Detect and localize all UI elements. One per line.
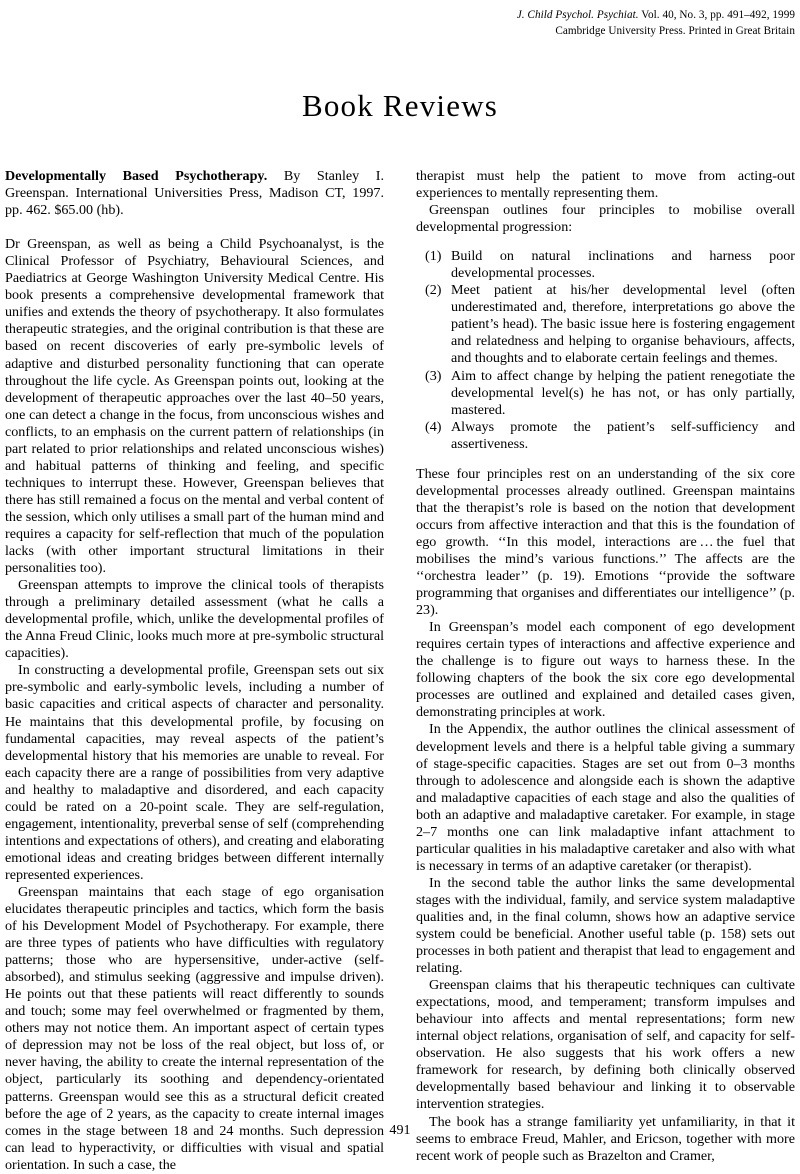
principle-number: (4) [425,418,442,435]
page-title: Book Reviews [301,88,499,123]
book-citation-title: Developmentally Based Psychotherapy. [5,168,268,184]
left-paragraph: In constructing a developmental profile, Greenspan sets out six pre-symbolic and early-symbolic levels, including a number of basic capacities and critical aspects of character and personality. He maintains that this developmental profile, by focusing on fundamental capacities, may reveal aspects of the patient’s developmental history that his memories are unable to reveal. For each capacity there are a range of possibilities from very adaptive and healthy to maladaptive and disordered, and each capacity could be rated on a 20-point scale. They are self-regulation, engagement, intentionality, preverbal sense of self (comprehending intentions and expectations of others), and creating and elaborating emotional ideas and creating bridges between different internally represented experiences. [5,662,384,883]
running-head [0,8,800,39]
principle-text: Aim to affect change by helping the patient renegotiate the developmental level(s) he has not, or has only partially, mastered. [451,367,795,418]
right-paragraph: Greenspan outlines four principles to mobilise overall developmental progression: [416,202,795,236]
paragraph-spacer [5,219,384,236]
running-head-line-1 [0,8,795,24]
right-paragraph: The book has a strange familiarity yet unfamiliarity, in that it seems to embrace Freud, Mahler, and Ericson, together with more recent work of people such as Brazelton and Cramer, [416,1113,795,1164]
right-paragraph: In the Appendix, the author outlines the clinical assessment of development levels and there is a helpful table giving a summary of stage-specific capacities. Stages are set out from 0–3 months through to adolescence and alongside each is shown the adaptive and maladaptive capacities of each stage and also the qualities of both an adaptive and maladaptive caretaker. For example, in stage 2–7 months one can link maladaptive infant attachment to particular qualities in his maladaptive caretaker and also with what is necessary in terms of an adaptive caretaker (or therapist). [416,721,795,874]
principle-text: Always promote the patient’s self-sufficiency and assertiveness. [451,418,795,452]
principle-item [416,248,795,282]
principle-number: (1) [425,248,442,265]
principle-text: Meet patient at his/her developmental level (often underestimated and, therefore, interpretations go above the patient’s head). The basic issue here is fostering engagement and relatedness and helping to organise behaviours, affects, and thoughts and to elaborate certain feelings and themes. [451,282,795,367]
book-citation [5,168,384,219]
right-column [416,168,795,1165]
principle-number: (3) [425,367,442,384]
page-number: 491 [389,1122,411,1138]
left-paragraph: Greenspan attempts to improve the clinical tools of therapists through a preliminary detailed assessment (what he calls a developmental profile, which, unlike the developmental profiles of the Anna Freud Clinic, looks much more at pre-symbolic structural capacities). [5,577,384,662]
right-paragraph: Greenspan claims that his therapeutic techniques can cultivate expectations, mood, and temperament; transform impulses and behaviour into affects and mental representations; form new internal object relations, organisation of self, and capacity for self-observation. He also suggests that his work offers a new framework for research, by defining both clinically observed developmentally based behaviour and linking it to observable intervention strategies. [416,977,795,1113]
right-paragraph: These four principles rest on an understanding of the six core developmental processes already outlined. Greenspan maintains that the therapist’s role is based on the notion that development occurs from affective interaction and that this is the foundation of ego growth. ‘‘In this model, interactions are … the fuel that mobilises the mind’s various functions.’’ The affects are the ‘‘orchestra leader’’ (p. 19). Emotions ‘‘provide the software programming that organises and differentiates our intelligence’’ (p. 23). [416,465,795,619]
book-citation-details: By Stanley I. Greenspan. International Universities Press, Madison CT, 1997. pp. 462. $65.00 (hb). [5,168,384,219]
left-column [5,168,384,1174]
principle-item [416,282,795,367]
right-paragraph: In Greenspan’s model each component of ego development requires certain types of interactions and affective experience and the challenge is to figure out ways to harness these. In the following chapters of the book the six core ego developmental processes are outlined and explained and detailed cases given, demonstrating principles at work. [416,619,795,721]
journal-name: J. Child Psychol. Psychiat. [516,9,639,21]
principles-list [416,248,795,453]
left-paragraph: Dr Greenspan, as well as being a Child Psychoanalyst, is the Clinical Professor of Psychiatry, Behavioural Sciences, and Paediatrics at George Washington University Medical Centre. His book presents a comprehensive developmental framework that unifies and extends the theory of psychotherapy. It also formulates therapeutic strategies, and the original contribution is that these are based on recent discoveries of early pre-symbolic levels of adaptive and disturbed personality functioning that can operate throughout the life cycle. As Greenspan points out, looking at the development of therapeutic approaches over the last 40–50 years, one can detect a change in the focus, from unconscious wishes and conflicts, to an emphasis on the current pattern of relationships (in part related to prior relationships and related unconscious wishes) and habitual patterns of thinking and feeling, and specific techniques to interrupt these. However, Greenspan believes that there has still remained a focus on the mental and verbal content of the session, which only utilises a small part of the human mind and requires a capacity for self-reflection that much of the population lacks (with other important structural limitations in their personalities too). [5,236,384,577]
principle-number: (2) [425,282,442,299]
principle-text: Build on natural inclinations and harness poor developmental processes. [451,248,795,282]
principle-item [416,419,795,453]
journal-issue-info: Vol. 40, No. 3, pp. 491–492, 1999 [638,9,795,21]
running-head-line-2: Cambridge University Press. Printed in Great Britain [555,24,795,37]
right-paragraph: In the second table the author links the same developmental stages with the individual, family, and service system maladaptive qualities and, in the final column, shows how an adaptive service system could be beneficial. Another useful table (p. 158) sets out processes in both patient and therapist that lead to engagement and relating. [416,874,795,977]
principle-item [416,368,795,419]
right-paragraph: therapist must help the patient to move from acting-out experiences to mentally representing them. [416,168,795,202]
left-paragraph: Greenspan maintains that each stage of ego organisation elucidates therapeutic principles and tactics, which form the basis of his Development Model of Psychotherapy. For example, there are three types of patients who have difficulties with regulatory patterns; those who are hypersensitive, under-active (self-absorbed), and stimulus seeking (aggressive and impulse driven). He points out that these patients will react differently to sounds and touch; some may feel overwhelmed or fragmented by them, others may not notice them. An important aspect of certain types of depression may not be loss of the real object, but loss of, or never having, the ability to create the internal representation of the object, particularly its soothing and dependency-orientated patterns. Greenspan would see this as a structural deficit created before the age of 2 years, as the capacity to create internal images comes in the stage between 18 and 24 months. Such depression can lead to hyperactivity, or difficulties with visual and spatial orientation. In such a case, the [5,883,384,1173]
